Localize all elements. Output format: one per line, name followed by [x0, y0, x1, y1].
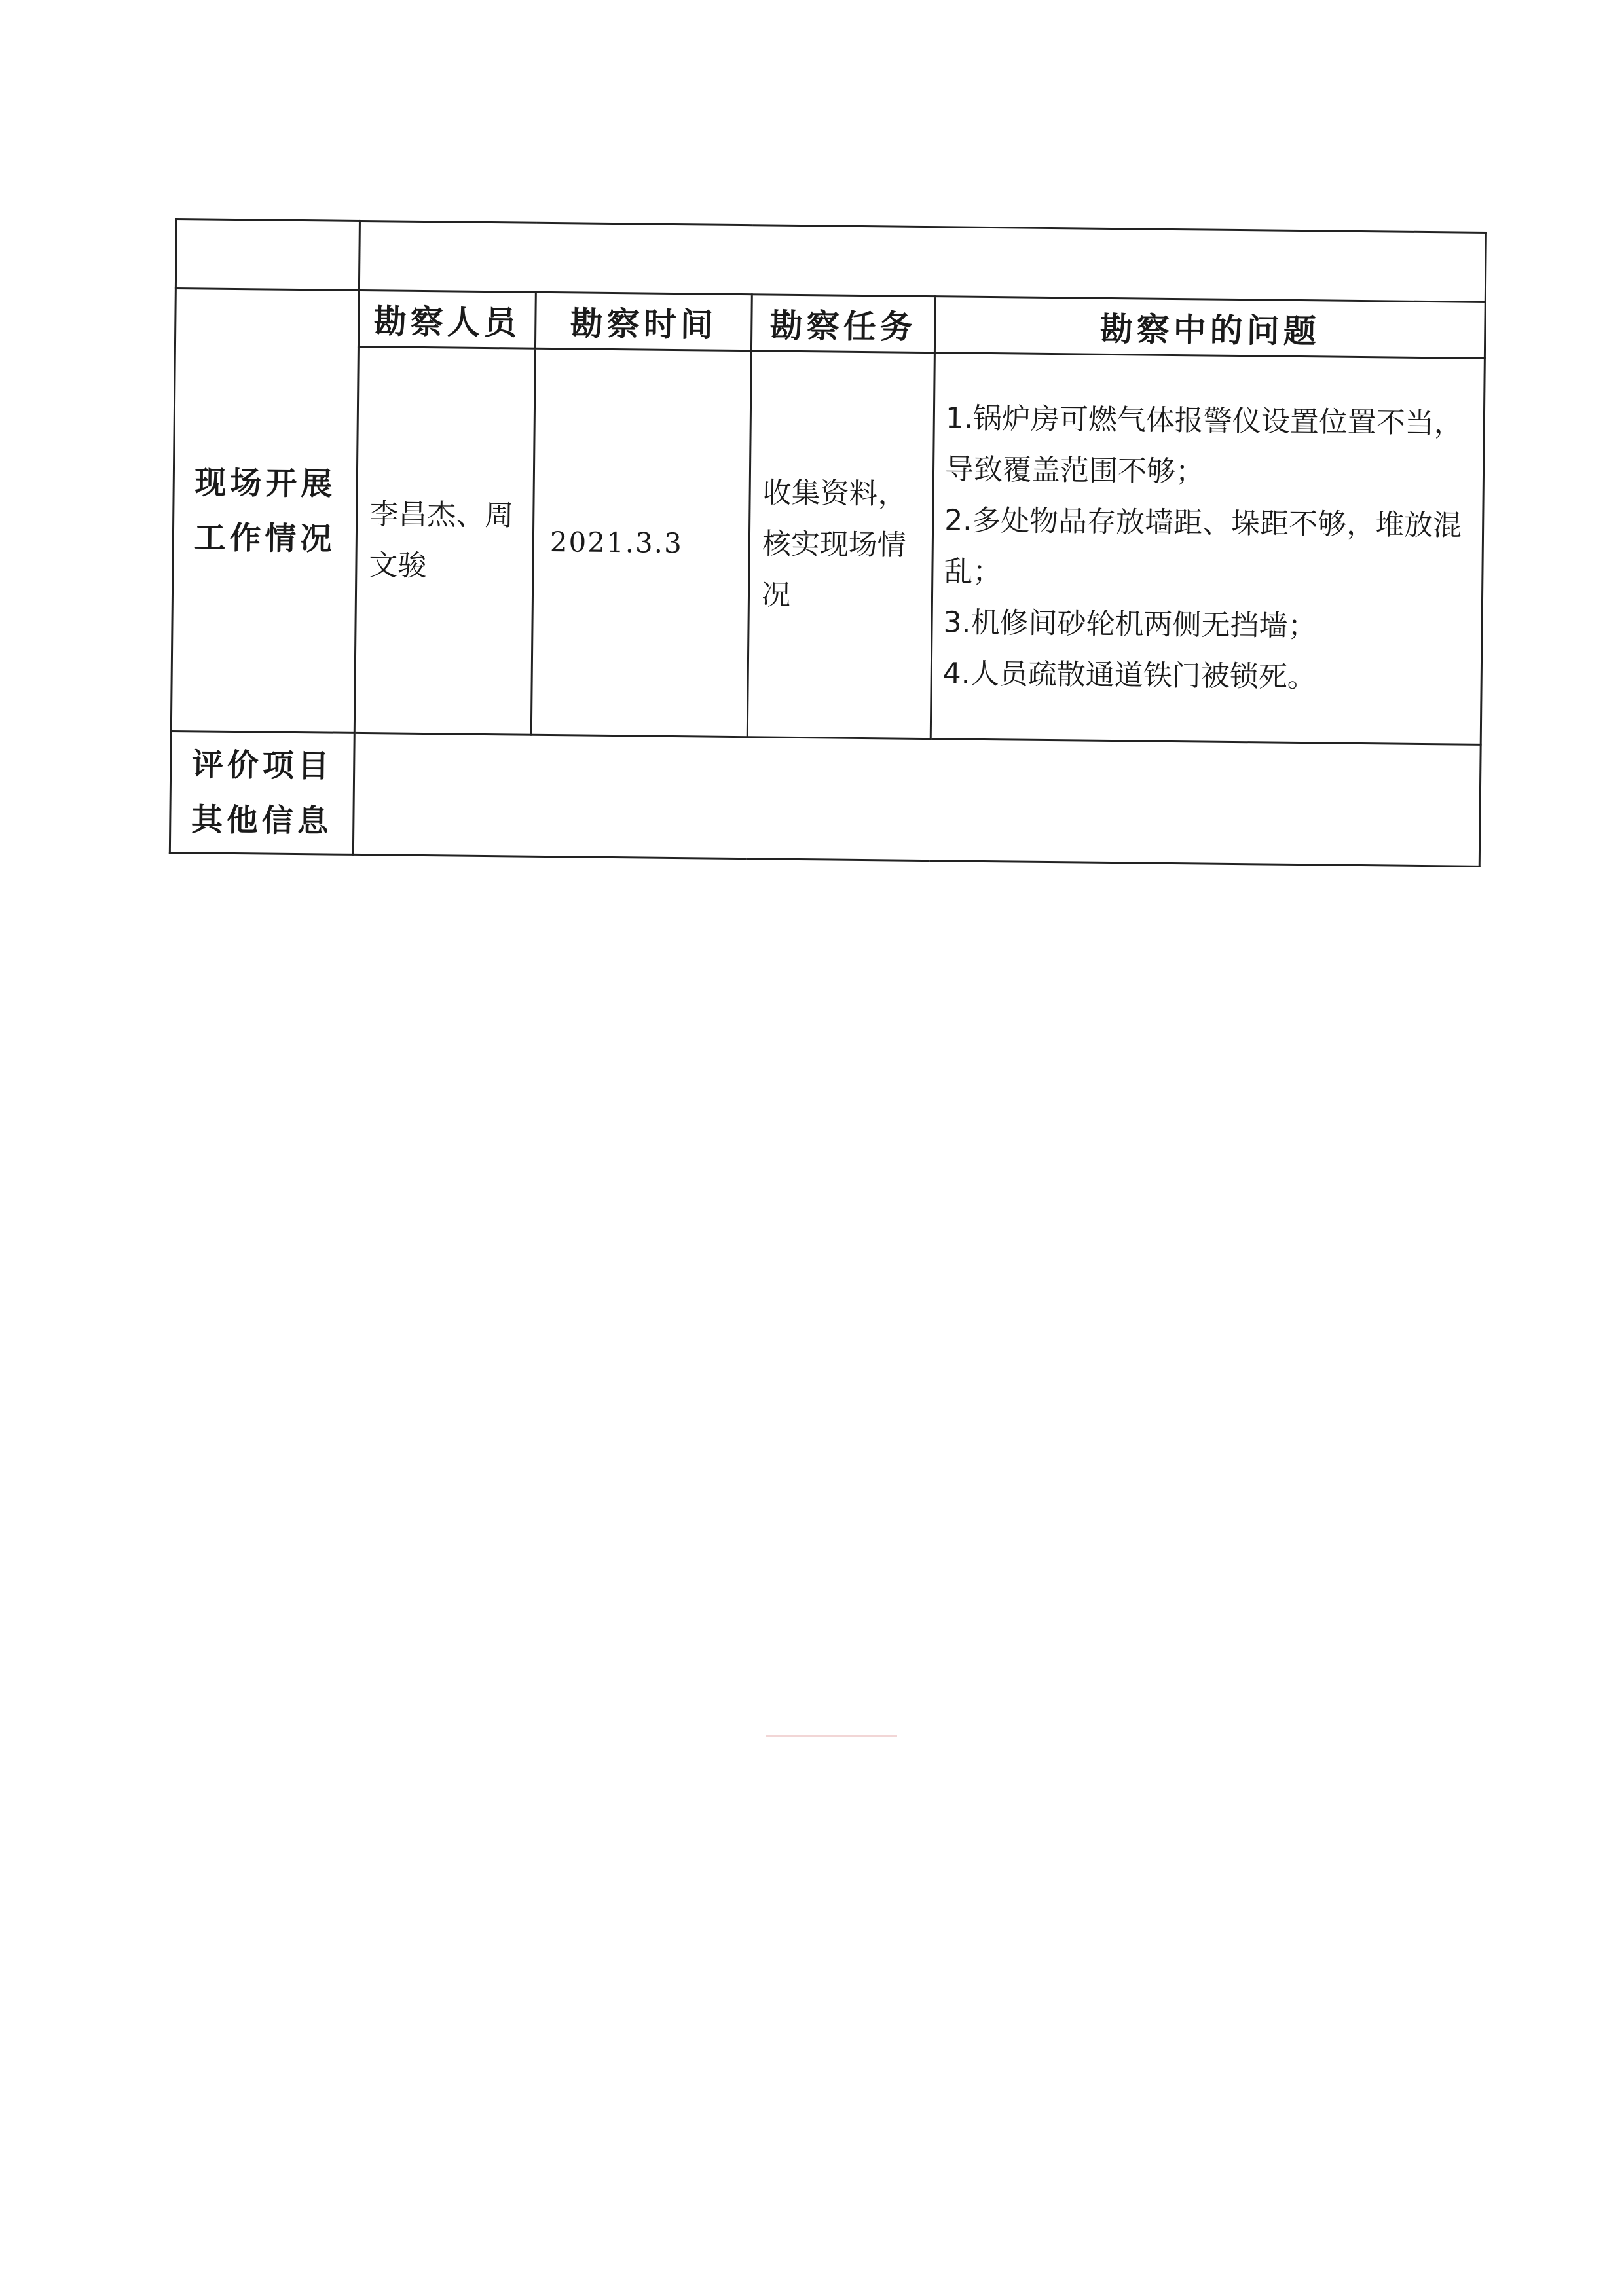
- survey-task: 收集资料，核实现场情况: [747, 351, 934, 739]
- issue-item-1: 1.锅炉房可燃气体报警仪设置位置不当，导致覆盖范围不够；: [944, 401, 1464, 488]
- header-task: 勘察任务: [751, 295, 935, 353]
- table-row-survey-entry: [171, 345, 1485, 745]
- issue-item-4: 4.人员疏散通道铁门被锁死。: [942, 656, 1317, 694]
- empty-value-cell: [359, 221, 1486, 302]
- header-issues: 勘察中的问题: [934, 297, 1485, 359]
- issue-item-3: 3.机修间砂轮机两侧无挡墙；: [943, 605, 1317, 643]
- survey-table: [169, 218, 1487, 867]
- site-work-label: [171, 289, 359, 733]
- other-info-value: [353, 733, 1481, 866]
- table-row-other-info: [170, 731, 1481, 866]
- other-info-label: [170, 731, 354, 854]
- other-info-label-line1: 评价项目: [191, 746, 334, 785]
- header-time: 勘察时间: [535, 292, 752, 350]
- survey-person: 李昌杰、周文骏: [354, 346, 535, 735]
- issue-item-2: 2.多处物品存放墙距、垛距不够，堆放混乱；: [944, 503, 1462, 589]
- survey-time: 2021.3.3: [531, 348, 751, 737]
- empty-label-cell: [175, 219, 360, 291]
- survey-issues: [931, 353, 1485, 745]
- other-info-label-line2: 其他信息: [191, 801, 333, 840]
- header-person: 勘察人员: [358, 290, 536, 348]
- site-work-label-line2: 工作情况: [194, 519, 336, 558]
- scan-mark: [766, 1735, 897, 1737]
- site-work-label-line1: 现场开展: [194, 464, 337, 503]
- table-row-top: [175, 219, 1486, 302]
